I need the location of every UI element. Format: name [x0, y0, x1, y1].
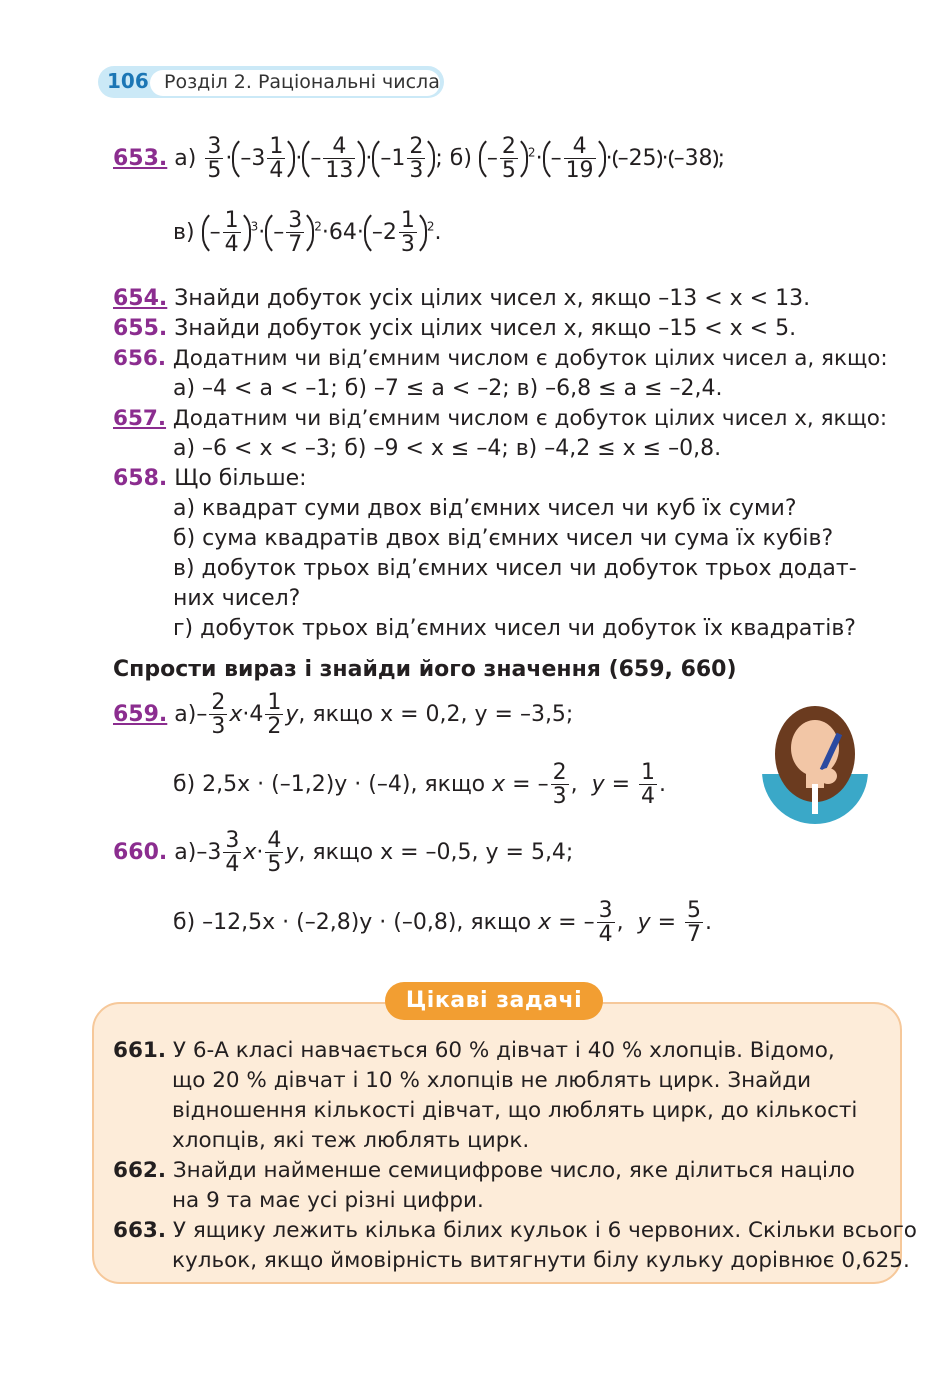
- exercise-659-b: б) 2,5x · (–1,2)y · (–4), якщо x = – $\frac{2}{3}$ , y = $\frac{1}{4}$ .: [173, 760, 667, 809]
- condition-text: , якщо x = 0,2, y = –3,5;: [298, 702, 574, 727]
- exercise-660-b: б) –12,5x · (–2,8)y · (–0,8), якщо x = – $\frac{3}{4}$ , y = $\frac{5}{7}$ .: [173, 898, 713, 947]
- option-label: б): [449, 146, 472, 171]
- problem-number: 662.: [113, 1158, 167, 1183]
- problem-text: на 9 та має усі різні цифри.: [172, 1188, 484, 1213]
- problem-text: хлопців, які теж люблять цирк.: [172, 1128, 530, 1153]
- exercise-number: 659.: [113, 702, 168, 727]
- option-label: а): [174, 146, 197, 171]
- exercise-658-item: в) добуток трьох від’ємних чисел чи добуток трьох додат-: [173, 556, 857, 581]
- condition-text: , якщо x = –0,5, y = 5,4;: [298, 840, 574, 865]
- exercise-number: 653.: [113, 146, 168, 171]
- problem-text: відношення кількості дівчат, що люблять цирк, до кількості: [172, 1098, 858, 1123]
- problem-number: 661.: [113, 1038, 167, 1063]
- exercise-number: 656.: [113, 346, 167, 371]
- exercise-number: 660.: [113, 840, 168, 865]
- exercise-658: [113, 466, 307, 491]
- exercise-text: Знайди добуток усіх цілих чисел x, якщо –15 < x < 5.: [174, 316, 797, 341]
- expression-text: б) 2,5x · (–1,2)y · (–4), якщо: [173, 772, 486, 797]
- problem-663: [113, 1218, 917, 1243]
- exercise-655: [113, 316, 796, 341]
- thinking-girl-image: [762, 704, 868, 824]
- section-heading: Спрости вираз і знайди його значення (659, 660): [113, 657, 737, 682]
- problem-text: У 6-А класі навчається 60 % дівчат і 40 % хлопців. Відомо,: [172, 1038, 835, 1063]
- problem-text: Знайди найменше семицифрове число, яке ділиться націло: [172, 1158, 855, 1183]
- expression-text: б) –12,5x · (–2,8)y · (–0,8), якщо: [173, 910, 532, 935]
- exercise-657-options: а) –6 < x < –3; б) –9 < x ≤ –4; в) –4,2 ≤ x ≤ –0,8.: [173, 436, 722, 461]
- exercise-659-a: 659. а)– $\frac{2}{3}$ x·4 $\frac{1}{2}$ y, якщо x = 0,2, y = –3,5;: [113, 690, 574, 739]
- exercise-658-item: б) сума квадратів двох від’ємних чисел чи сума їх кубів?: [173, 526, 834, 551]
- exercise-657: [113, 406, 887, 431]
- problem-661: [113, 1038, 835, 1063]
- exercise-658-item: а) квадрат суми двох від’ємних чисел чи куб їх суми?: [173, 496, 797, 521]
- exercise-text: Що більше:: [174, 466, 307, 491]
- exercise-658-item: г) добуток трьох від’ємних чисел чи добуток їх квадратів?: [173, 616, 856, 641]
- problem-text: У ящику лежить кілька білих кульок і 6 червоних. Скільки всього: [172, 1218, 917, 1243]
- exercise-656-options: а) –4 < a < –1; б) –7 ≤ a < –2; в) –6,8 ≤ a ≤ –2,4.: [173, 376, 723, 401]
- problem-662: [113, 1158, 855, 1183]
- exercise-number: 654.: [113, 286, 168, 311]
- problem-text: кульок, якщо ймовірність витягнути білу кульку дорівнює 0,625.: [172, 1248, 910, 1273]
- exercise-number: 655.: [113, 316, 168, 341]
- page-number: 106: [107, 69, 149, 93]
- interesting-problems-title: Цікаві задачі: [385, 982, 603, 1020]
- exercise-text: Додатним чи від’ємним числом є добуток цілих чисел x, якщо:: [172, 406, 888, 431]
- exercise-653: 653. а) $\frac{3}{5}$ · –3 $\frac{1}{4}$ · – $\frac{4}{13}$ · –1 $\frac{2}{3}$ ; б) – $\frac{2}{5}$ $^2$· – $\frac{4}{19}$ · –25 · –38 ;: [113, 134, 725, 183]
- exercise-text: Додатним чи від’ємним числом є добуток цілих чисел a, якщо:: [172, 346, 888, 371]
- section-title: Розділ 2. Раціональні числа: [164, 71, 440, 93]
- exercise-654: [113, 286, 810, 311]
- problem-number: 663.: [113, 1218, 167, 1243]
- exercise-660-a: 660. а)–3 $\frac{3}{4}$ x· $\frac{4}{5}$ y, якщо x = –0,5, y = 5,4;: [113, 828, 574, 877]
- option-label: в): [173, 220, 195, 245]
- exercise-number: 658.: [113, 466, 168, 491]
- exercise-653-v: в) – $\frac{1}{4}$ $^3$· – $\frac{3}{7}$ $^2$·64· –2 $\frac{1}{3}$ $^2$.: [173, 208, 442, 257]
- exercise-number: 657.: [113, 406, 167, 431]
- exercise-656: [113, 346, 888, 371]
- exercise-text: Знайди добуток усіх цілих чисел x, якщо –13 < x < 13.: [174, 286, 811, 311]
- problem-text: що 20 % дівчат і 10 % хлопців не люблять цирк. Знайди: [172, 1068, 812, 1093]
- exercise-658-item: них чисел?: [173, 586, 301, 611]
